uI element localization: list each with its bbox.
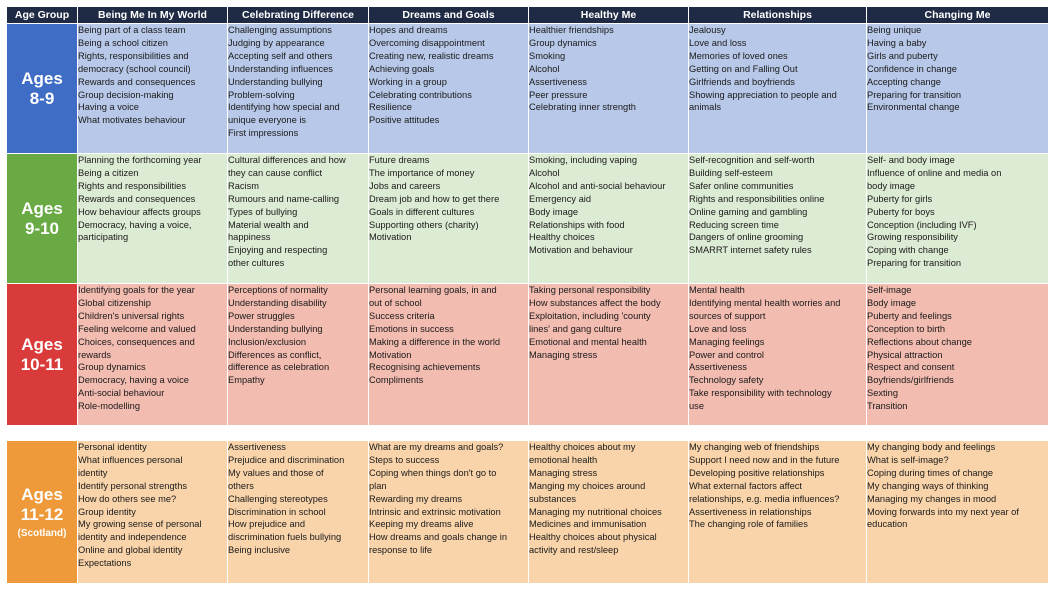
topic-cell [867,441,1049,584]
topic-item: How do others see me? [78,493,177,504]
topic-item: Medicines and immunisation [529,519,647,530]
topic-item: other cultures [228,258,285,269]
topic-item: they can cause conflict [228,167,323,178]
topic-cell [228,441,369,584]
age-row [7,154,1049,284]
topic-item: Identifying how special and [228,102,340,113]
topic-item: Types of bullying [228,206,298,217]
topic-item: education [867,519,908,530]
topic-item: Puberty for boys [867,206,935,217]
topic-list [228,441,368,557]
topic-item: Accepting change [867,76,941,87]
topic-item: identity [78,467,108,478]
topic-item: Managing stress [529,467,598,478]
topic-item: My changing web of friendships [689,442,820,452]
topic-item: Democracy, having a voice [78,375,189,386]
topic-item: rewards [78,349,112,360]
topic-item: unique everyone is [228,115,307,126]
row-gap-cell [7,426,1049,441]
topic-item: Group dynamics [529,37,597,48]
topic-item: Healthy choices [529,232,595,243]
topic-item: Children's universal rights [78,310,185,321]
topic-item: Choices, consequences and [78,336,195,347]
topic-item: Smoking [529,50,566,61]
topic-item: Healthier friendships [529,25,614,35]
age-region: (Scotland) [17,527,67,539]
topic-item: Being inclusive [228,545,291,556]
topic-item: Respect and consent [867,362,955,373]
topic-item: Physical attraction [867,349,943,360]
topic-item: Rights, responsibilities and [78,50,189,61]
topic-list [529,24,688,114]
column-header: Relationships [689,7,867,24]
topic-item: Relationships with food [529,219,625,230]
age-label: Ages [21,68,63,88]
topic-item: What is self-image? [867,454,949,465]
topic-item: Being part of a class team [78,25,186,35]
topic-item: Problem-solving [228,89,295,100]
topic-item: Managing my nutritional choices [529,506,662,517]
topic-item: Memories of loved ones [689,50,788,61]
topic-item: substances [529,493,577,504]
topic-cell [369,441,529,584]
topic-item: Enjoying and respecting [228,245,328,256]
topic-item: body image [867,180,916,191]
topic-item: Safer online communities [689,180,794,191]
topic-item: Assertiveness [228,442,286,452]
topic-item: Healthy choices about physical [529,532,657,543]
topic-cell [228,154,369,284]
topic-item: What influences personal [78,454,183,465]
topic-item: Celebrating contributions [369,89,472,100]
topic-item: Body image [529,206,579,217]
topic-item: Emergency aid [529,193,592,204]
topic-item: Power struggles [228,310,295,321]
age-label: Ages [21,484,63,504]
topic-item: My values and those of [228,467,324,478]
age-range: 9-10 [24,218,60,238]
topic-item: Assertiveness [529,76,587,87]
topic-item: Exploitation, including 'county [529,310,651,321]
topic-item: response to life [369,545,433,556]
topic-list [369,441,528,557]
topic-cell [228,284,369,426]
topic-item: The importance of money [369,167,475,178]
topic-list [867,284,1048,413]
topic-cell [78,284,228,426]
topic-item: Self-recognition and self-worth [689,155,815,165]
topic-list [529,284,688,361]
topic-item: Boyfriends/girlfriends [867,375,954,386]
topic-item: Environmental change [867,102,960,113]
column-header: Being Me In My World [78,7,228,24]
topic-list [867,441,1048,531]
topic-item: Inclusion/exclusion [228,336,307,347]
topic-item: Puberty and feelings [867,310,952,321]
topic-item: animals [689,102,722,113]
topic-item: Taking personal responsibility [529,285,651,295]
topic-item: Coping when things don't go to [369,467,497,478]
topic-item: Having a voice [78,102,139,113]
topic-item: How substances affect the body [529,297,661,308]
column-header: Changing Me [867,7,1049,24]
topic-item: Mental health [689,285,745,295]
topic-item: Building self-esteem [689,167,773,178]
topic-list [689,24,866,114]
topic-item: Motivation [369,232,412,243]
topic-item: Take responsibility with technology [689,388,832,399]
topic-item: Differences as conflict, [228,349,322,360]
topic-list [78,441,227,570]
topic-list [369,154,528,244]
topic-item: My growing sense of personal [78,519,202,530]
topic-item: Confidence in change [867,63,957,74]
topic-item: Influence of online and media on [867,167,1002,178]
topic-cell [78,24,228,154]
header-row [7,7,1049,24]
age-group-cell [7,441,78,584]
column-header: Dreams and Goals [369,7,529,24]
topic-item: Motivation and behaviour [529,245,633,256]
topic-item: Peer pressure [529,89,588,100]
age-label: Ages [21,334,63,354]
topic-list [78,154,227,244]
topic-item: Alcohol and anti-social behaviour [529,180,666,191]
age-label: Ages [21,198,63,218]
topic-list [529,154,688,257]
topic-list [78,284,227,413]
topic-item: Alcohol [529,167,560,178]
topic-item: Girls and puberty [867,50,938,61]
topic-item: Managing my changes in mood [867,493,997,504]
topic-list [689,284,866,413]
topic-cell [369,154,529,284]
topic-item: Smoking, including vaping [529,155,638,165]
topic-item: My changing ways of thinking [867,480,989,491]
topic-cell [529,154,689,284]
topic-item: How dreams and goals change in [369,532,507,543]
topic-item: Expectations [78,558,132,569]
topic-item: Coping with change [867,245,949,256]
age-range: 10-11 [20,354,64,374]
topic-item: Healthy choices about my [529,442,636,452]
topic-cell [78,441,228,584]
topic-item: Sexting [867,388,899,399]
topic-item: Preparing for transition [867,258,962,269]
topic-item: Dangers of online grooming [689,232,804,243]
topic-item: activity and rest/sleep [529,545,619,556]
age-group-cell [7,24,78,154]
topic-item: Democracy, having a voice, [78,219,192,230]
topic-item: discrimination fuels bullying [228,532,342,543]
topic-item: SMARRT internet safety rules [689,245,812,256]
topic-item: identity and independence [78,532,187,543]
topic-cell [867,284,1049,426]
topic-item: Online gaming and gambling [689,206,808,217]
topic-cell [529,284,689,426]
topic-item: Managing feelings [689,336,765,347]
topic-item: Group dynamics [78,362,146,373]
topic-item: relationships, e.g. media influences? [689,493,840,504]
topic-item: Emotional and mental health [529,336,647,347]
topic-list [867,154,1048,270]
topic-item: Making a difference in the world [369,336,501,347]
topic-item: Emotions in success [369,323,454,334]
topic-list [689,441,866,531]
topic-item: Understanding bullying [228,76,323,87]
topic-item: Accepting self and others [228,50,333,61]
topic-list [228,154,368,270]
age-row [7,24,1049,154]
topic-item: Racism [228,180,259,191]
topic-cell [867,154,1049,284]
topic-item: Overcoming disappointment [369,37,485,48]
topic-item: Planning the forthcoming year [78,155,202,165]
topic-item: Positive attitudes [369,115,440,126]
topic-item: Motivation [369,349,412,360]
topic-item: Moving forwards into my next year of [867,506,1019,517]
topic-item: lines' and gang culture [529,323,622,334]
topic-item: How behaviour affects groups [78,206,201,217]
topic-item: Developing positive relationships [689,467,825,478]
topic-list [369,24,528,127]
topic-item: Identify personal strengths [78,480,188,491]
topic-list [369,284,528,387]
topic-item: emotional health [529,454,598,465]
topic-item: Assertiveness in relationships [689,506,812,517]
topic-cell [689,441,867,584]
topic-item: Rights and responsibilities online [689,193,825,204]
topic-list [228,284,368,387]
topic-item: What are my dreams and goals? [369,442,504,452]
topic-item: Role-modelling [78,401,141,412]
topic-item: Love and loss [689,37,747,48]
topic-item: out of school [369,297,422,308]
topic-item: Being a citizen [78,167,139,178]
topic-item: Compliments [369,375,424,386]
topic-item: What external factors affect [689,480,802,491]
topic-item: Being unique [867,25,922,35]
column-header: Celebrating Difference [228,7,369,24]
topic-item: Identifying mental health worries and [689,297,841,308]
topic-item: Goals in different cultures [369,206,475,217]
topic-item: Judging by appearance [228,37,325,48]
topic-item: Group identity [78,506,136,517]
age-range: 11-12 [20,504,64,524]
topic-cell [529,441,689,584]
topic-item: Perceptions of normality [228,285,328,295]
topic-item: democracy (school council) [78,63,191,74]
topic-item: Manging my choices around [529,480,646,491]
topic-item: Achieving goals [369,63,435,74]
topic-item: Feeling welcome and valued [78,323,196,334]
topic-item: Supporting others (charity) [369,219,479,230]
column-header: Age Group [7,7,78,24]
topic-item: Love and loss [689,323,747,334]
topic-item: Girlfriends and boyfriends [689,76,795,87]
topic-list [78,24,227,127]
topic-item: Power and control [689,349,764,360]
topic-item: Conception to birth [867,323,946,334]
topic-item: Rumours and name-calling [228,193,340,204]
topic-item: use [689,401,704,412]
topic-item: Future dreams [369,155,430,165]
topic-cell [369,284,529,426]
topic-cell [369,24,529,154]
topic-item: Body image [867,297,917,308]
topic-item: Intrinsic and extrinsic motivation [369,506,501,517]
topic-item: Reflections about change [867,336,972,347]
topic-cell [228,24,369,154]
topic-item: Global citizenship [78,297,151,308]
topic-item: happiness [228,232,271,243]
topic-item: others [228,480,254,491]
topic-item: Understanding disability [228,297,327,308]
topic-item: Assertiveness [689,362,747,373]
topic-list [867,24,1048,114]
topic-cell [689,24,867,154]
topic-item: Support I need now and in the future [689,454,840,465]
topic-item: Rewarding my dreams [369,493,463,504]
topic-item: Personal identity [78,442,147,452]
topic-item: The changing role of families [689,519,808,530]
age-row [7,441,1049,584]
topic-item: Hopes and dreams [369,25,448,35]
topic-item: Empathy [228,375,265,386]
topic-item: Celebrating inner strength [529,102,636,113]
topic-cell [689,284,867,426]
topic-item: participating [78,232,129,243]
topic-item: Challenging stereotypes [228,493,328,504]
curriculum-grid [6,6,1049,584]
topic-item: Understanding influences [228,63,333,74]
topic-item: My changing body and feelings [867,442,996,452]
topic-item: Resilience [369,102,412,113]
column-header: Healthy Me [529,7,689,24]
topic-item: Rewards and consequences [78,193,196,204]
topic-item: Working in a group [369,76,447,87]
topic-item: Self-image [867,285,912,295]
topic-list [529,441,688,557]
topic-item: Self- and body image [867,155,955,165]
age-range: 8-9 [29,88,55,108]
topic-item: plan [369,480,387,491]
topic-item: First impressions [228,128,299,139]
topic-item: Cultural differences and how [228,155,346,165]
topic-cell [78,154,228,284]
topic-cell [689,154,867,284]
topic-item: Jobs and careers [369,180,441,191]
topic-item: Technology safety [689,375,764,386]
topic-list [228,24,368,140]
topic-item: Puberty for girls [867,193,933,204]
topic-item: Rewards and consequences [78,76,196,87]
topic-item: Online and global identity [78,545,183,556]
topic-item: Success criteria [369,310,435,321]
topic-item: Growing responsibility [867,232,958,243]
topic-item: Managing stress [529,349,598,360]
topic-item: Alcohol [529,63,560,74]
topic-item: Jealousy [689,25,726,35]
topic-item: Dream job and how to get there [369,193,500,204]
topic-item: Group decision-making [78,89,174,100]
topic-item: What motivates behaviour [78,115,186,126]
topic-item: Creating new, realistic dreams [369,50,494,61]
topic-cell [529,24,689,154]
topic-cell [867,24,1049,154]
topic-item: Keeping my dreams alive [369,519,474,530]
topic-item: Discrimination in school [228,506,326,517]
topic-item: Having a baby [867,37,927,48]
topic-item: Showing appreciation to people and [689,89,837,100]
topic-item: Understanding bullying [228,323,323,334]
topic-item: Preparing for transition [867,89,962,100]
topic-item: Anti-social behaviour [78,388,165,399]
topic-item: Personal learning goals, in and [369,285,497,295]
topic-item: Being a school citizen [78,37,168,48]
topic-item: Identifying goals for the year [78,285,195,295]
topic-item: Getting on and Falling Out [689,63,798,74]
topic-item: Recognising achievements [369,362,481,373]
age-row [7,284,1049,426]
topic-item: Steps to success [369,454,440,465]
topic-item: Prejudice and discrimination [228,454,345,465]
topic-item: How prejudice and [228,519,306,530]
age-group-cell [7,284,78,426]
age-group-cell [7,154,78,284]
topic-item: sources of support [689,310,766,321]
row-gap [7,426,1049,441]
topic-item: Challenging assumptions [228,25,332,35]
topic-item: Rights and responsibilities [78,180,187,191]
topic-item: difference as celebration [228,362,330,373]
topic-item: Coping during times of change [867,467,994,478]
topic-item: Transition [867,401,908,412]
topic-item: Material wealth and [228,219,309,230]
topic-item: Reducing screen time [689,219,779,230]
topic-list [689,154,866,257]
topic-item: Conception (including IVF) [867,219,977,230]
